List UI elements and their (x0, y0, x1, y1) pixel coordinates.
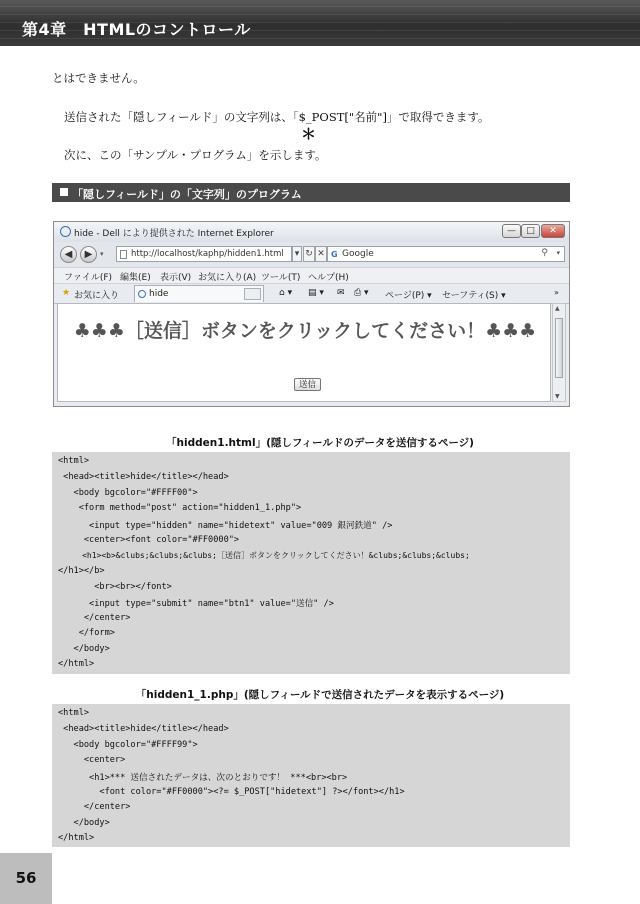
code2-line: <body bgcolor="#FFFF99"> (58, 740, 198, 750)
code1-line: </form> (58, 628, 115, 638)
browser-title-bar (54, 222, 569, 242)
menu-help[interactable]: ヘルプ(H) (308, 273, 349, 283)
favorites-bar (54, 283, 569, 304)
menu-file[interactable]: ファイル(F) (64, 273, 113, 283)
feeds-icon[interactable]: ▤ ▾ (308, 288, 324, 298)
page-number-box (0, 853, 52, 904)
code1-line: <body bgcolor="#FFFF00"> (58, 488, 198, 498)
code1-line: <br><br></font> (58, 582, 172, 592)
address-dropdown-icon[interactable]: ▾ (292, 246, 302, 262)
menu-view[interactable]: 表示(V) (160, 273, 192, 283)
page-content-area (57, 303, 551, 402)
code1-line: </html> (58, 659, 95, 669)
code1-line: </center> (58, 613, 131, 623)
code2-line: <head><title>hide</title></head> (58, 724, 229, 734)
search-input[interactable] (327, 246, 565, 262)
section-heading-bar (52, 183, 570, 202)
square-bullet-icon (60, 188, 68, 196)
history-dropdown-icon[interactable]: ▾ (100, 250, 104, 258)
code2-line: <center> (58, 755, 126, 765)
forward-arrow-icon[interactable]: ▶ (80, 246, 97, 263)
code2-line: </html> (58, 833, 95, 843)
scrollbar-thumb[interactable] (555, 318, 563, 378)
google-icon: G (331, 250, 338, 259)
code1-line: <form method="post" action="hidden1_1.php"> (58, 503, 302, 513)
body-text-line3: 次に、この「サンプル・プログラム」を示します。 (64, 148, 327, 162)
menu-favorites[interactable]: お気に入り(A) (198, 273, 257, 283)
back-arrow-icon[interactable]: ◀ (60, 246, 77, 263)
scroll-up-icon[interactable]: ▲ (555, 305, 560, 312)
code1-line: </h1></b> (58, 566, 105, 576)
chevron-more-icon[interactable]: » (554, 288, 559, 297)
code2-line: </body> (58, 818, 110, 828)
safety-menu[interactable]: セーフティ(S) ▾ (442, 291, 506, 301)
code1-line: </body> (58, 644, 110, 654)
code1-line: <h1><b>&clubs;&clubs;&clubs;［送信］ボタンをクリックしてください！&clubs;&clubs;&clubs; (58, 551, 470, 560)
search-dropdown-icon[interactable]: ▾ (556, 249, 560, 257)
chapter-title: 第4章 HTMLのコントロール (22, 20, 251, 39)
address-bar[interactable] (116, 246, 292, 262)
page-number: 56 (15, 869, 37, 887)
page-heading: ♣♣♣［送信］ボタンをクリックしてください！♣♣♣ (73, 320, 537, 342)
body-text-line2: 送信された「隠しフィールド」の文字列は、「$_POST["名前"]」で取得できます。 (64, 110, 490, 124)
maximize-button[interactable]: □ (521, 224, 540, 238)
browser-window (53, 221, 570, 407)
ie-logo-icon (60, 226, 71, 237)
tab-title: hide (149, 289, 169, 299)
page-menu[interactable]: ページ(P) ▾ (385, 291, 432, 301)
close-button[interactable]: ✕ (541, 224, 565, 238)
code1-line: <html> (58, 456, 90, 466)
tab-ie-icon (138, 290, 146, 298)
scroll-down-icon[interactable]: ▼ (555, 393, 560, 400)
submit-button[interactable]: 送信 (294, 378, 321, 391)
window-title: hide - Dell により提供された Internet Explorer (74, 229, 274, 239)
code2-line: </center> (58, 802, 131, 812)
code1-line: <input type="submit" name="btn1" value="送信" /> (58, 599, 334, 609)
code-block-hidden1-html (52, 452, 570, 674)
code2-caption: 「hidden1_1.php」(隠しフィールドで送信されたデータを表示するページ) (135, 689, 505, 701)
address-url: http://localhost/kaphp/hidden1.html (131, 249, 284, 259)
refresh-icon[interactable]: ↻ (303, 246, 315, 262)
asterisk-mark: ＊ (301, 125, 317, 143)
code1-line: <input type="hidden" name="hidetext" value="009 銀河鉄道" /> (58, 521, 393, 531)
search-icon[interactable]: ⚲ (541, 248, 548, 258)
code2-line: <font color="#FF0000"><?= $_POST["hidetext"] ?></font></h1> (58, 787, 405, 797)
code-block-hidden1-1-php (52, 704, 570, 847)
home-icon[interactable]: ⌂ ▾ (279, 288, 293, 298)
body-text-line1: とはできません。 (52, 71, 145, 85)
menu-bar (54, 267, 569, 284)
code2-line: <h1>*** 送信されたデータは、次のとおりです！ ***<br><br> (58, 773, 348, 783)
code2-line: <html> (58, 708, 90, 718)
menu-edit[interactable]: 編集(E) (120, 273, 151, 283)
minimize-button[interactable]: — (502, 224, 521, 238)
code1-line: <center><font color="#FF0000"> (58, 535, 240, 545)
print-icon[interactable]: ⎙ ▾ (354, 288, 369, 298)
favorites-button[interactable]: お気に入り (74, 291, 120, 301)
code1-caption: 「hidden1.html」(隠しフィールドのデータを送信するページ) (166, 437, 474, 449)
chapter-header-band (0, 0, 640, 46)
browser-nav-bar (54, 242, 569, 267)
page-icon (120, 250, 127, 259)
menu-tools[interactable]: ツール(T) (261, 273, 301, 283)
favorites-star-icon[interactable]: ★ (62, 288, 71, 298)
stop-icon[interactable]: ✕ (315, 246, 327, 262)
vertical-scrollbar[interactable] (552, 303, 566, 402)
new-tab-button[interactable] (244, 288, 261, 300)
section-title: 「隠しフィールド」の「文字列」のプログラム (72, 188, 302, 201)
search-placeholder: Google (342, 249, 374, 259)
mail-icon[interactable]: ✉ (337, 288, 345, 298)
code1-line: <head><title>hide</title></head> (58, 472, 229, 482)
